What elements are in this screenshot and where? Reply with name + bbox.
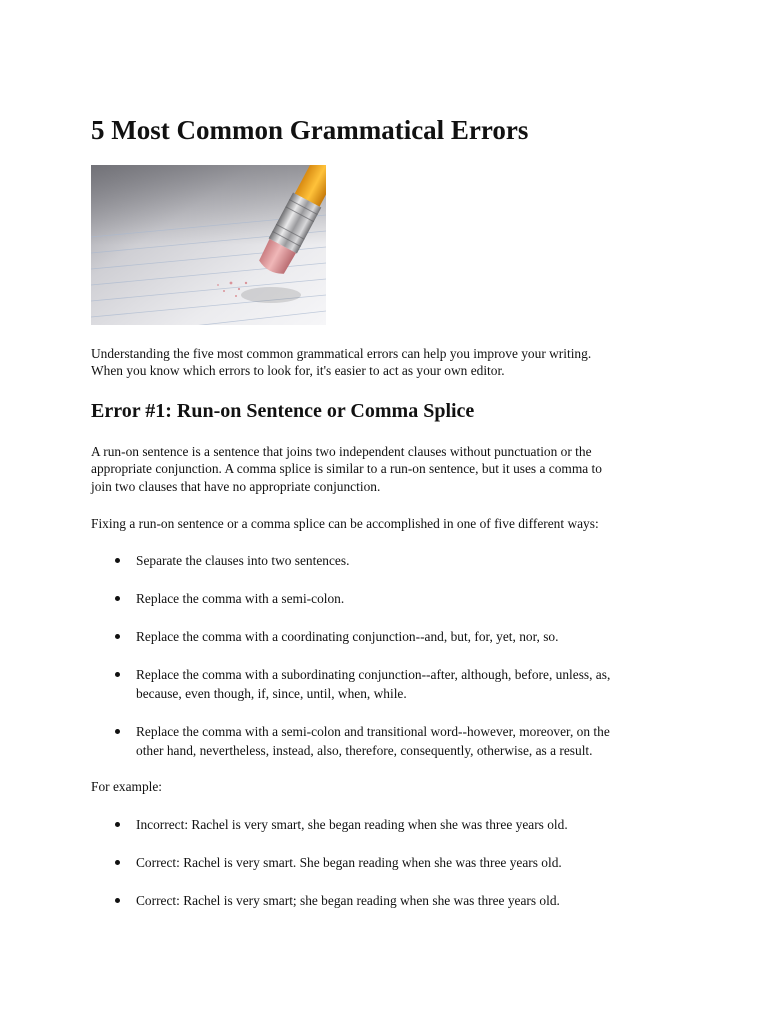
section-heading-error-1: Error #1: Run-on Sentence or Comma Splice — [91, 400, 475, 422]
bullet-icon — [115, 672, 120, 677]
runon-paragraph-line-2: appropriate conjunction. A comma splice is similar to a run-on sentence, but it uses a comma to — [91, 461, 602, 476]
bullet-icon — [115, 860, 120, 865]
intro-line-2: When you know which errors to look for, it's easier to act as your own editor. — [91, 363, 505, 378]
intro-line-1: Understanding the five most common grammatical errors can help you improve your writing. — [91, 346, 592, 361]
example-lead: For example: — [91, 779, 163, 794]
bullet-icon — [115, 729, 120, 734]
bullet-icon — [115, 898, 120, 903]
pencil-eraser-image — [91, 165, 326, 325]
bullet-icon — [115, 596, 120, 601]
bullet-icon — [115, 822, 120, 827]
bullet-icon — [115, 634, 120, 639]
fix-intro-paragraph: Fixing a run-on sentence or a comma splice can be accomplished in one of five different ways: — [91, 516, 599, 531]
page-title: 5 Most Common Grammatical Errors — [91, 115, 529, 145]
runon-paragraph-line-3: join two clauses that have no appropriate conjunction. — [91, 479, 381, 494]
bullet-icon — [115, 558, 120, 563]
runon-paragraph-line-1: A run-on sentence is a sentence that joins two independent clauses without punctuation or the — [91, 444, 592, 459]
